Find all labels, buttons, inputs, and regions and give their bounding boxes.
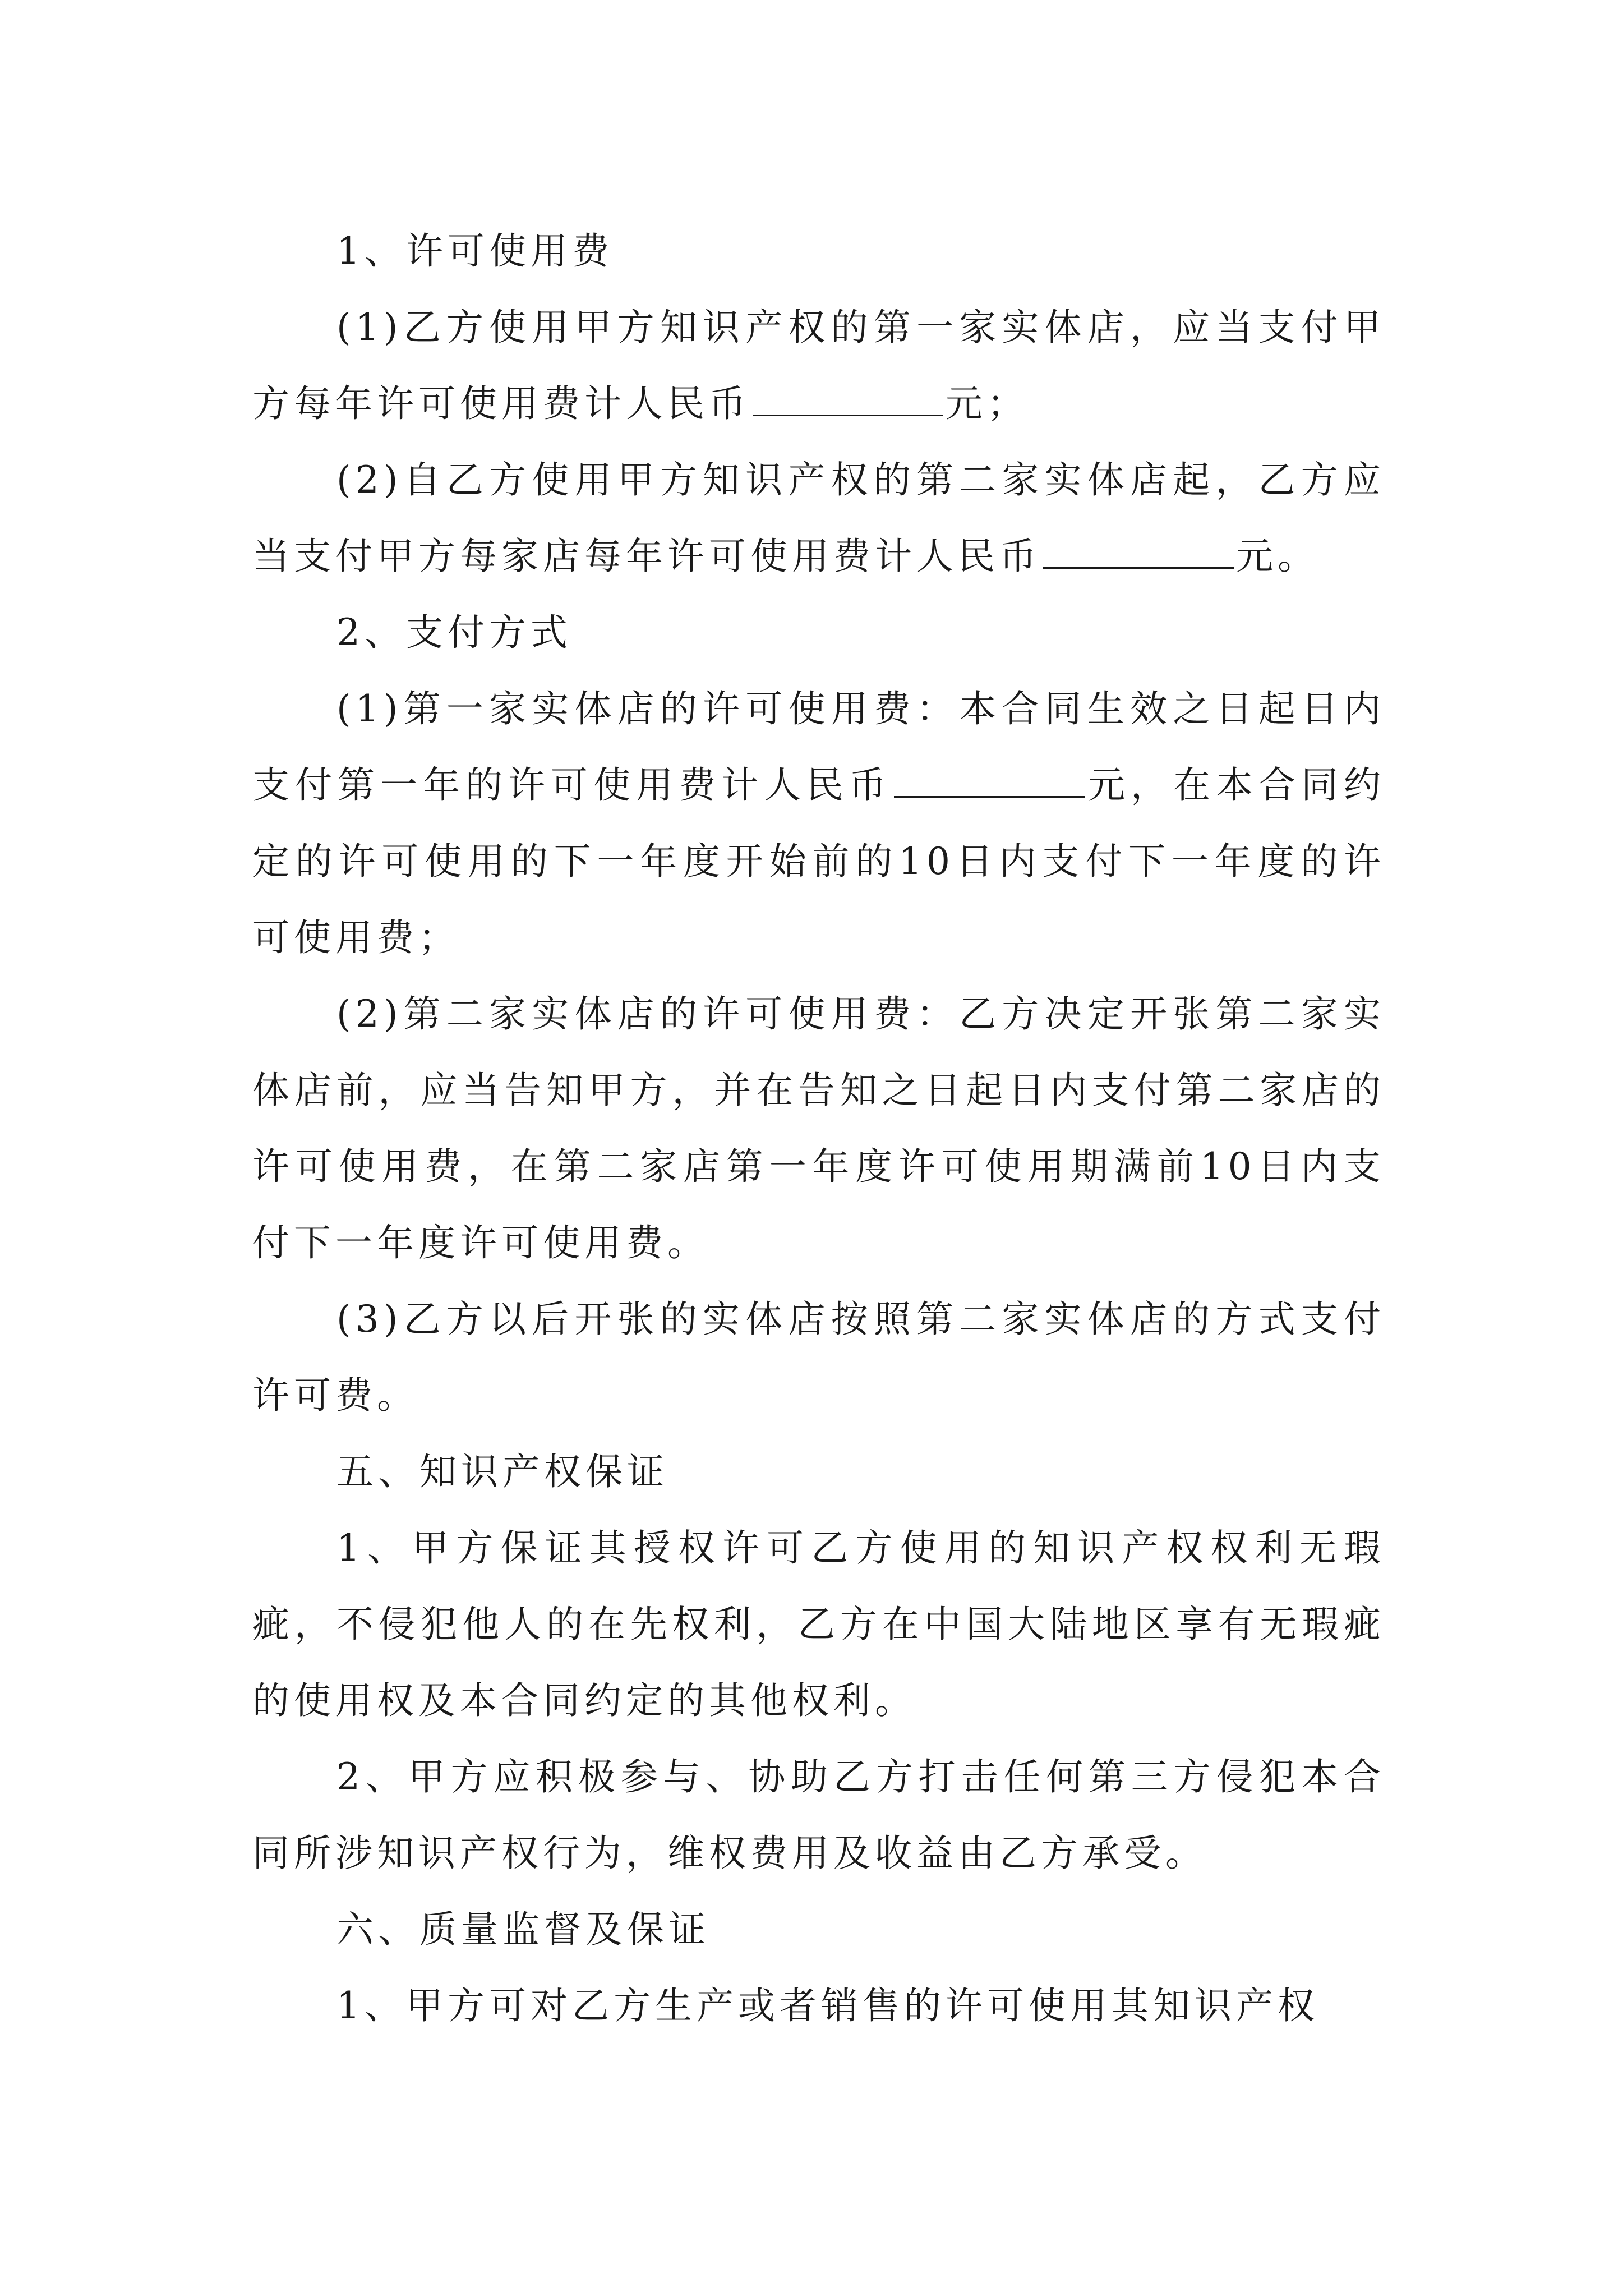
clause-quality-inspection: 1、甲方可对乙方生产或者销售的许可使用其知识产权 bbox=[336, 1984, 1319, 2027]
heading-quality-supervision: 六、质量监督及保证 bbox=[336, 1908, 710, 1951]
clause-ip-warranty: 1、甲方保证其授权许可乙方使用的知识产权权利无瑕疵，不侵犯他人的在先权利，乙方在中国大陆地区享有无瑕疵的使用权及本合同约定的其他权利。 bbox=[252, 1526, 1385, 1722]
document-body bbox=[252, 213, 1385, 2044]
clause-first-store-payment bbox=[252, 671, 1385, 976]
heading-ip-guarantee: 五、知识产权保证 bbox=[336, 1450, 668, 1493]
amount-blank bbox=[753, 381, 943, 416]
clause-ip-enforcement: 2、甲方应积极参与、协助乙方打击任何第三方侵犯本合同所涉知识产权行为，维权费用及收益由乙方承受。 bbox=[252, 1755, 1385, 1875]
amount-blank bbox=[894, 762, 1085, 798]
amount-blank bbox=[1043, 533, 1234, 569]
clause-first-store-fee bbox=[252, 289, 1385, 442]
clause-text: 元，在本合同约定的许可使用的下一年度开始前的10日内支付下一年度的许可使用费； bbox=[252, 763, 1385, 959]
clause-text: (2)自乙方使用甲方知识产权的第二家实体店起，乙方应当支付甲方每家店每年许可使用费计人民币 bbox=[252, 458, 1385, 578]
clause-text: (1)第一家实体店的许可使用费：本合同生效之日起日内支付第一年的许可使用费计人民币 bbox=[252, 687, 1385, 807]
clause-text: 元。 bbox=[1236, 535, 1319, 578]
clause-second-store-fee bbox=[252, 442, 1385, 595]
heading-license-fee: 1、许可使用费 bbox=[336, 229, 614, 273]
clause-text: 元； bbox=[946, 382, 1029, 425]
clause-second-store-payment: (2)第二家实体店的许可使用费：乙方决定开张第二家实体店前，应当告知甲方，并在告知之日起日内支付第二家店的许可使用费，在第二家店第一年度许可使用期满前10日内支付下一年度许可使用费。 bbox=[252, 992, 1385, 1264]
clause-later-stores: (3)乙方以后开张的实体店按照第二家实体店的方式支付许可费。 bbox=[252, 1297, 1385, 1417]
heading-payment-method: 2、支付方式 bbox=[336, 611, 572, 654]
clause-text: (1)乙方使用甲方知识产权的第一家实体店，应当支付甲方每年许可使用费计人民币 bbox=[252, 306, 1385, 425]
